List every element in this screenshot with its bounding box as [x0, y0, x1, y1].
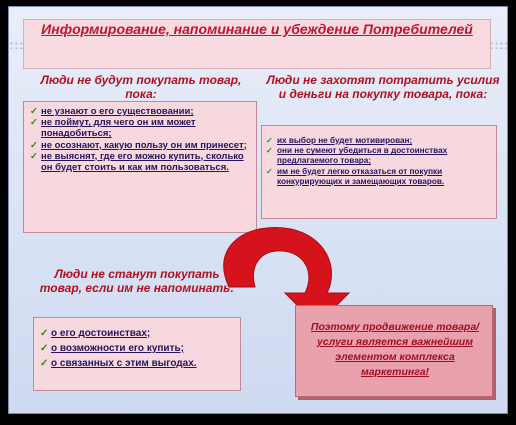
bottom-heading: Люди не станут покупать товар, если им не напоминать: — [39, 267, 235, 295]
check-icon: ✓ — [266, 146, 273, 156]
list-item: ✓ их выбор не будет мотивирован; — [266, 136, 413, 145]
list-item: ✓ о связанных с этим выгодах. — [40, 358, 197, 369]
right-heading: Люди не захотят потратить усилия и деньги на покупку товара, пока: — [266, 73, 500, 101]
list-item: ✓ не осознают, какую пользу он им принесет; — [30, 139, 247, 151]
left-heading: Люди не будут покупать товар, пока: — [40, 73, 242, 101]
check-icon: ✓ — [266, 166, 273, 176]
list-item: ✓ о возможности его купить; — [40, 343, 184, 354]
list-item: ✓ им не будет легко отказаться от покупки конкурирующих и замещающих товаров. — [266, 166, 445, 186]
check-icon: ✓ — [30, 139, 38, 151]
bottom-list-box — [33, 317, 241, 391]
check-icon: ✓ — [40, 358, 49, 369]
list-item: ✓ о его достоинствах; — [40, 328, 151, 339]
check-icon: ✓ — [40, 343, 49, 354]
list-item: ✓ не узнают о его существовании; — [30, 106, 194, 117]
conclusion-text: Поэтому продвижение товара/услуги является важнейшим элементом комплекса маркетинга! — [310, 321, 480, 378]
slide-title: Информирование, напоминание и убеждение Потребителей — [41, 21, 473, 37]
check-icon: ✓ — [30, 150, 38, 162]
check-icon: ✓ — [30, 117, 38, 129]
conclusion-box — [295, 305, 493, 397]
check-icon: ✓ — [30, 106, 38, 117]
list-item: ✓ не поймут, для чего он им может понадобиться; — [30, 117, 196, 140]
check-icon: ✓ — [266, 136, 273, 145]
presentation-slide — [8, 6, 508, 414]
list-item: ✓ не выяснят, где его можно купить, сколько он будет стоить и как им пользоваться. — [30, 150, 244, 174]
list-item: ✓ они не сумеют убедиться в достоинствах предлагаемого товара; — [266, 146, 448, 166]
check-icon: ✓ — [40, 328, 49, 339]
